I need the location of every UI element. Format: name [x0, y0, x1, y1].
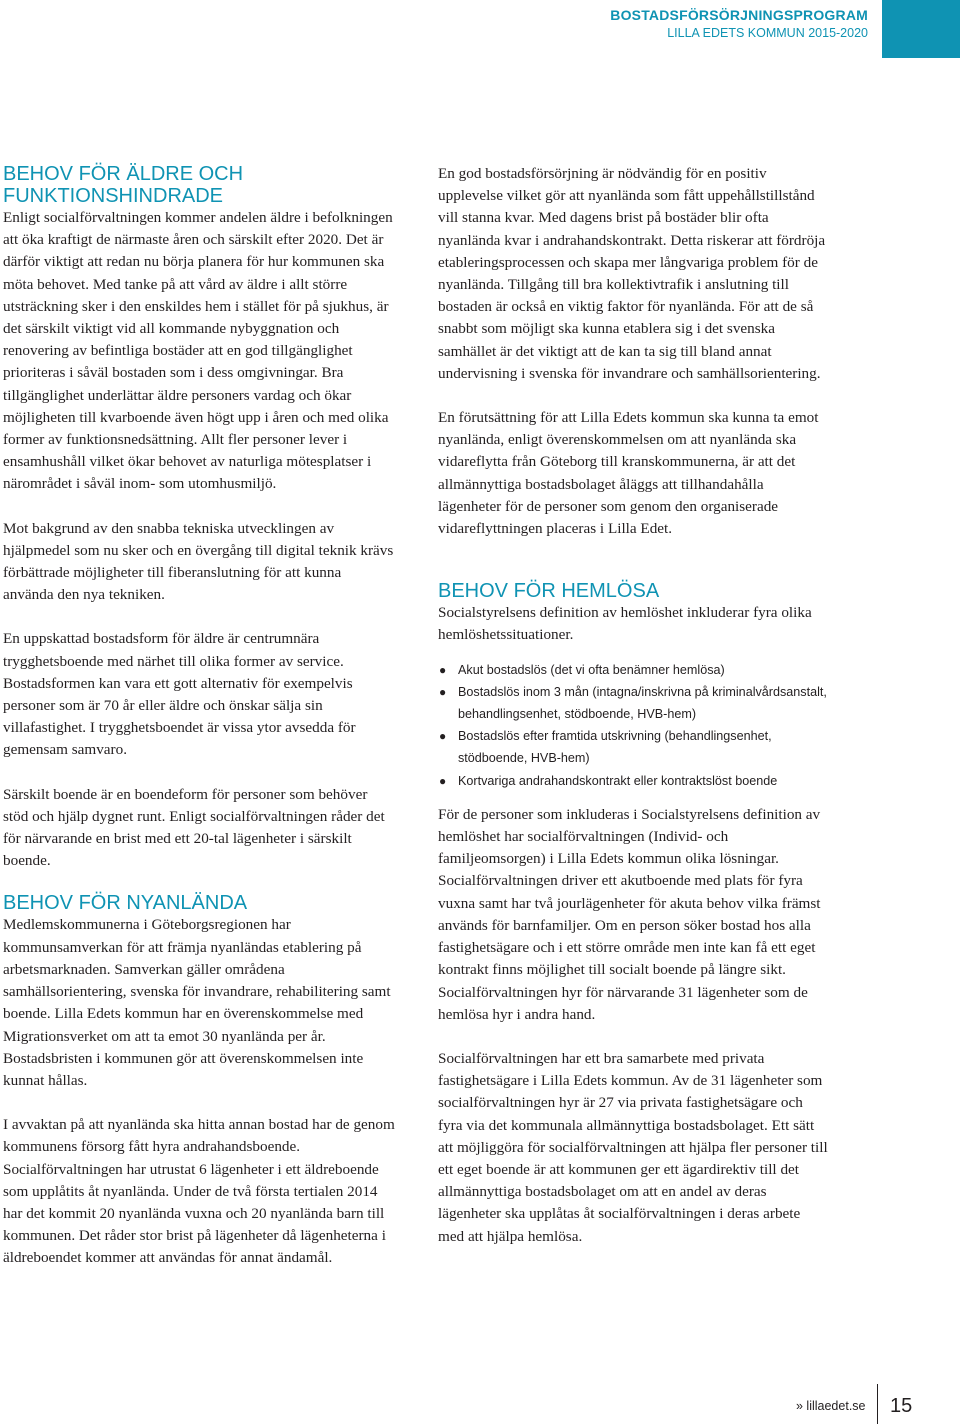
header-color-bar — [882, 0, 960, 58]
document-subtitle: LILLA EDETS KOMMUN 2015-2020 — [667, 26, 868, 40]
paragraph: Socialförvaltningen har ett bra samarbete med privata fastighetsägare i Lilla Edets kommun. Av de 31 lägenheter som socialförvaltningen hyr är 27 via privata fastighetsägare och fyra via det kommunala allmännyttiga bostadsbolaget. Ett sätt att möjliggöra för socialförvaltningen att hjälpa fler personer till ett eget boende är att kommunen ger ett ägardirektiv till det allmännyttiga bostadsbolaget om att en andel av deras lägenheter ska upplåtas åt socialförvaltningen i deras arbete med att hjälpa hemlösa. — [438, 1049, 828, 1245]
paragraph: Socialstyrelsens definition av hemlöshet inkluderar fyra olika hemlöshetssituationer. — [438, 604, 812, 644]
paragraph: I avvaktan på att nyanlända ska hitta annan bostad har de genom kommunens försorg fått hyra andrahandsboende. Socialförvaltningen har utrustat 6 lägenheter i ett äldreboende som upplåtits åt nyanlända. Under de två första tertialen 2014 har det kommit 20 nyanlända vuxna och 20 nyanlända barn till kommunen. Det råder stor brist på lägenheter då lägenheterna i äldreboendet kommer att användas för annat ändamål. — [3, 1116, 395, 1267]
bullet-icon: ● — [439, 684, 447, 699]
running-header — [610, 7, 868, 42]
paragraph: En uppskattad bostadsform för äldre är centrumnära trygghetsboende med närhet till olika former av service. Bostadsformen kan vara ett gott alternativ för exempelvis personer som är 70 år eller äldre och önskar sälja sin villafastighet. I trygghetsboendet är vissa ytor avsedda för gemensam samvaro. — [3, 630, 356, 759]
section-heading-newcomers: BEHOV FÖR NYANLÄNDA — [3, 892, 248, 915]
footer-divider — [877, 1384, 878, 1424]
list-item: ● Bostadslös efter framtida utskrivning (behandlingsenhet, stödboende, HVB-hem) — [438, 725, 830, 769]
section-heading-elderly: BEHOV FÖR ÄLDRE OCH FUNKTIONSHINDRADE — [3, 163, 244, 207]
paragraph: En förutsättning för att Lilla Edets kommun ska kunna ta emot nyanlända, enligt överenskommelsen om att nyanlända ska vidareflytta från Göteborg till kranskommunerna, är att det allmännyttiga bostadsbolaget åläggs att tillhandahålla lägenheter för de personer som genom den organiserade vidareflyttningen placeras i Lilla Edet. — [438, 409, 819, 538]
left-column — [3, 163, 395, 1270]
page-number: 15 — [890, 1395, 913, 1417]
list-item: ● Bostadslös inom 3 mån (intagna/inskrivna på kriminalvårdsanstalt, behandlingsenhet, stödboende, HVB-hem) — [438, 681, 830, 725]
bullet-icon: ● — [439, 662, 447, 677]
website-link[interactable]: » lillaedet.se — [796, 1399, 866, 1413]
paragraph: Enligt socialförvaltningen kommer andelen äldre i befolkningen att öka kraftigt de närmaste åren och särskilt efter 2020. Det är därför viktigt att redan nu börja planera för hur kommunen ska möta behovet. Med tanke på att vård av äldre i allt större utsträckning sker i den enskildes hem i stället för på sjukhus, är det särskilt viktigt vid all kommande nybyggnation och renovering av befintliga bostäder att en god tillgänglighet prioriteras i såväl bostaden som i dess omgivningar. Bra tillgänglighet underlättar äldre personers vardag och ökar möjligheten till kvarboende även högt upp i åren och med olika former av funktionsnedsättning. Allt fler personer lever i ensamhushåll vilket ökar behovet av naturliga mötesplatser i närområdet i såväl inom- som utomhusmiljö. — [3, 209, 393, 493]
section-heading-homeless: BEHOV FÖR HEMLÖSA — [438, 580, 660, 603]
paragraph: Medlemskommunerna i Göteborgsregionen har kommunsamverkan för att främja nyanländas etablering på arbetsmarknaden. Samverkan gäller områdena samhällsorientering, svenska för invandrare, rehabilitering samt boende. Lilla Edets kommun har en överenskommelse med Migrationsverket om att ta emot 30 nyanlända per år. Bostadsbristen i kommunen gör att överenskommelsen inte kunnat hållas. — [3, 916, 391, 1089]
list-item: ● Kortvariga andrahandskontrakt eller kontraktslöst boende — [438, 770, 830, 792]
list-item: ● Akut bostadslös (det vi ofta benämner hemlösa) — [438, 659, 830, 681]
paragraph: För de personer som inkluderas i Socialstyrelsens definition av hemlöshet har socialförvaltningen (Individ- och familjeomsorgen) i Lilla Edets kommun olika lösningar. Socialförvaltningen driver ett akutboende med plats för fyra vuxna samt har två jourlägenheter för akuta behov vilka främst används för barnfamiljer. Om en person söker bostad hos alla fastighetsägare och i ett större område men inte kan få ett eget kontrakt finns möjlighet till socialt boende på längre sikt. Socialförvaltningen hyr för närvarande 31 lägenheter som de hemlösa hyr i andra hand. — [438, 805, 821, 1023]
paragraph: Mot bakgrund av den snabba tekniska utvecklingen av hjälpmedel som nu sker och en övergång till digital teknik krävs förbättrade möjligheter till fiberanslutning för att kunna använda den nya tekniken. — [3, 519, 394, 604]
document-title: BOSTADSFÖRSÖRJNINGSPROGRAM — [610, 7, 868, 23]
bullet-icon: ● — [439, 773, 447, 788]
homelessness-situations-list — [438, 659, 830, 792]
right-column — [438, 163, 830, 1248]
bullet-icon: ● — [439, 729, 447, 744]
paragraph: En god bostadsförsörjning är nödvändig för en positiv upplevelse vilket gör att nyanlända som fått uppehållstillstånd vill stanna kvar. Med dagens brist på bostäder blir ofta nyanlända kvar i andrahandskontrakt. Detta riskerar att fördröja etableringsprocessen och skapa mer långvariga problem för de nyanlända. Tillgång till bra kollektivtrafik i anslutning till bostaden är också en viktig faktor för nyanlända. För att de så snabbt som möjligt ska kunna etablera sig i det svenska samhället är det viktigt att de kan ta sig till bland annat undervisning i svenska för invandrare och samhällsorientering. — [438, 165, 826, 382]
paragraph: Särskilt boende är en boendeform för personer som behöver stöd och hjälp dygnet runt. Enligt socialförvaltningen råder det för närvarande en brist med ett 20-tal lägenheter i särskilt boende. — [3, 785, 385, 870]
